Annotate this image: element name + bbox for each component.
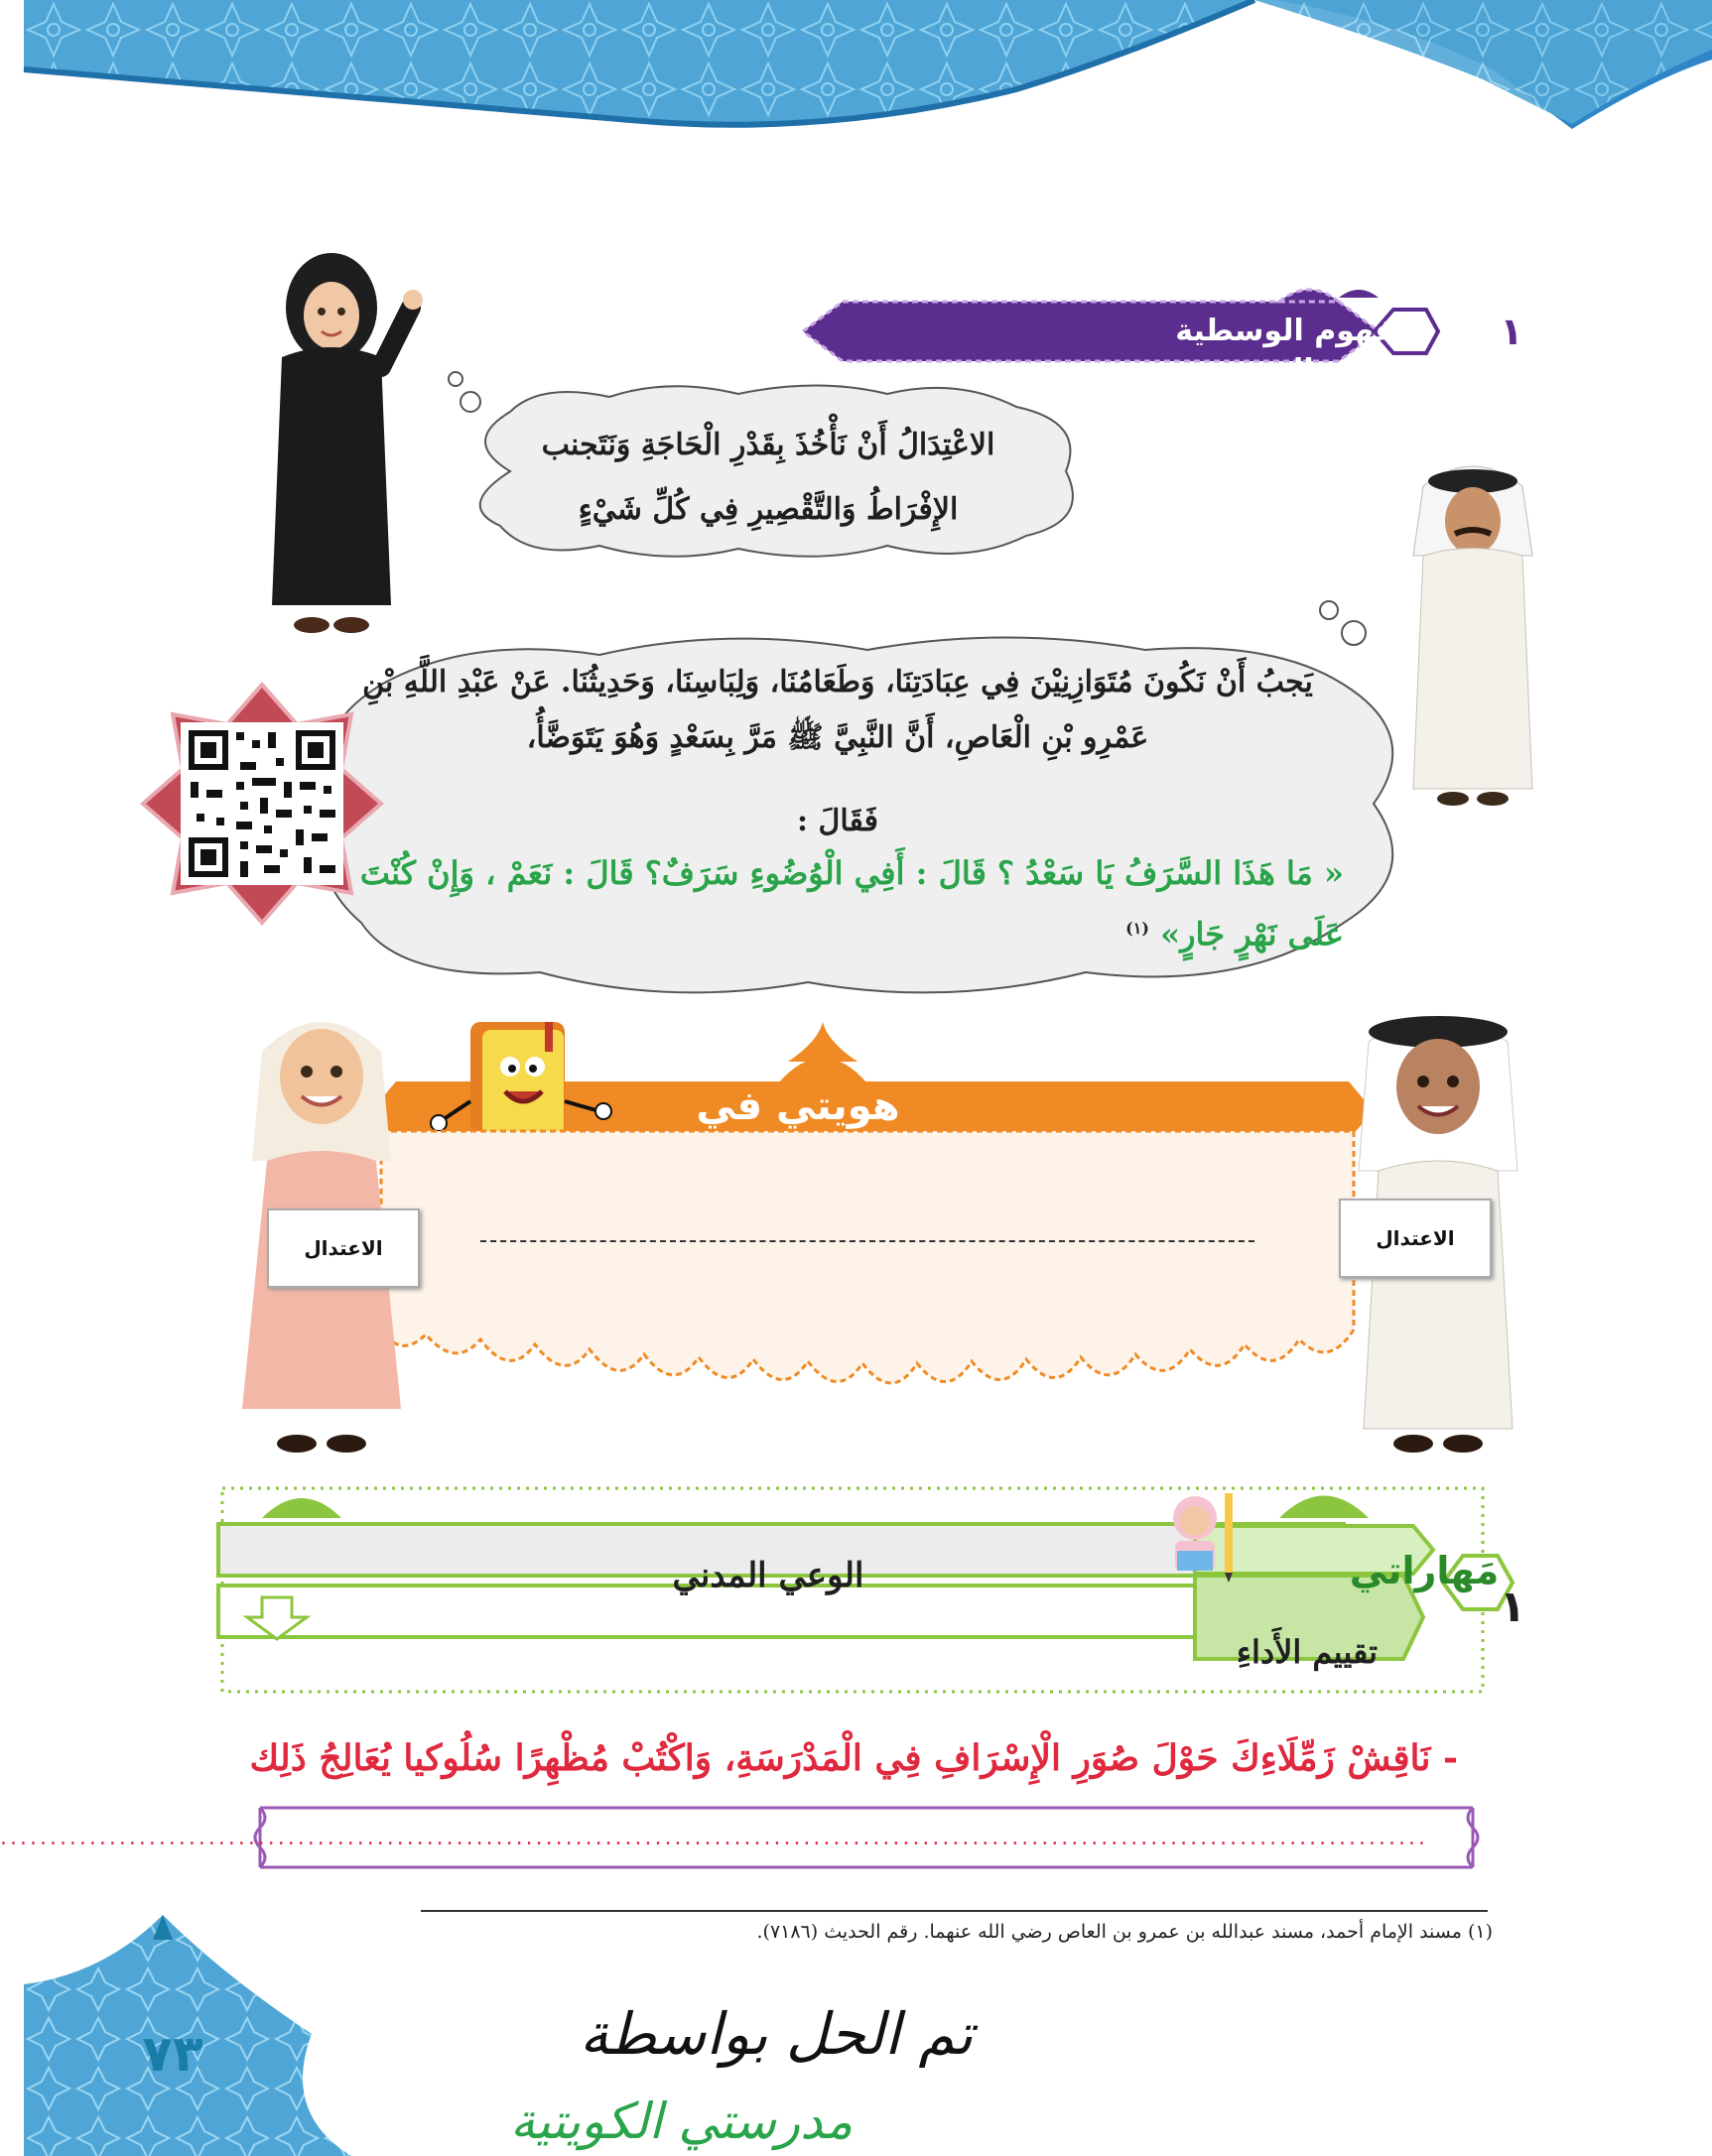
stamp-line2: مدرستي الكويتية <box>510 2093 854 2150</box>
stamp-line1: تم الحل بواسطة <box>580 2000 974 2068</box>
section-title: مفهوم الوسطية والاعتدال <box>1175 314 1414 388</box>
hadith-text: « مَا هَذَا السَّرَفُ يَا سَعْدُ ؟ قَالَ : أَفِي الْوُضُوءِ سَرَفٌ؟ قَالَ : نَعَمْ ، وَإِنْ كُنْتَ عَلَى نَهْرٍ جَارٍ» <box>359 854 1344 953</box>
footnote-marker: (١) <box>1125 919 1149 938</box>
hawiyati-title: هويتي في <box>696 1083 900 1129</box>
header-pattern-band <box>24 0 1712 149</box>
sign-card-girl <box>267 1208 420 1288</box>
hijab-girl-character <box>242 248 421 645</box>
assessment-label: تقييم الأَداءِ <box>1236 1633 1379 1671</box>
cloud1-line2: الإِفْرَاطُ وَالتَّقْصِيرِ فِي كُلِّ شَيْءٍ <box>578 492 959 527</box>
cloud2-paragraph: يَجبُ أَنْ نَكُونَ مُتَوَازِنِيْنَ فِي عِبَادَتِنَا، وَطَعَامُنَا، وَلِبَاسِنَا، وَحَدِيثُنَا. عَنْ عَبْدِ اللَّهِ بْنِ عَمْرِو بْنِ الْعَاصِ، أَنَّ النَّبِيَّ ﷺ مَرَّ بِسَعْدٍ وَهُوَ يَتَوَضَّأُ، <box>362 665 1313 755</box>
answer-line[interactable] <box>480 1240 1254 1242</box>
sign-card-boy <box>1339 1199 1492 1278</box>
page-number: ٧٣ <box>142 2025 203 2083</box>
reading-girl-icon <box>1155 1483 1245 1583</box>
footnote-text: (١) مسند الإمام أحمد، مسند عبدالله بن عمرو بن العاص رضي الله عنهما. رقم الحديث (٧١٨٦). <box>756 1921 1493 1943</box>
hawiyati-answer-panel <box>381 1131 1354 1419</box>
task-instruction: - نَاقِشْ زَمِّلَاءِكَ حَوْلَ صُوَرِ الْإِسْرَافِ فِي الْمَدْرَسَةِ، وَاكْتُبْ مُظْهِرًا سُلُوكيا يُعَالِجُ ذَلِك <box>249 1737 1458 1779</box>
task-answer-dots: ................................................................................................................................................ <box>0 1826 1428 1850</box>
skill-name: الوعي المدني <box>672 1556 864 1595</box>
maharati-label: مَهاراتي <box>1349 1549 1500 1592</box>
sign-boy-text: الاعتدال <box>1376 1226 1455 1250</box>
qr-code[interactable] <box>181 722 343 885</box>
section-number: ١ <box>1500 310 1523 353</box>
maharati-number: ١ <box>1499 1582 1526 1632</box>
cloud1-line1: الاعْتِدَالُ أَنْ نَأْخُذَ بِقَدْرِ الْحَاجَةِ وَنَتَجنب <box>541 428 995 462</box>
sign-girl-text: الاعتدال <box>304 1236 383 1260</box>
footnote-rule <box>421 1910 1488 1912</box>
cloud2-faqal: فَقَالَ : <box>797 804 878 838</box>
hadith-quote <box>351 845 1344 964</box>
solution-stamp <box>44 1994 974 2153</box>
thought-cloud-1 <box>441 382 1096 561</box>
